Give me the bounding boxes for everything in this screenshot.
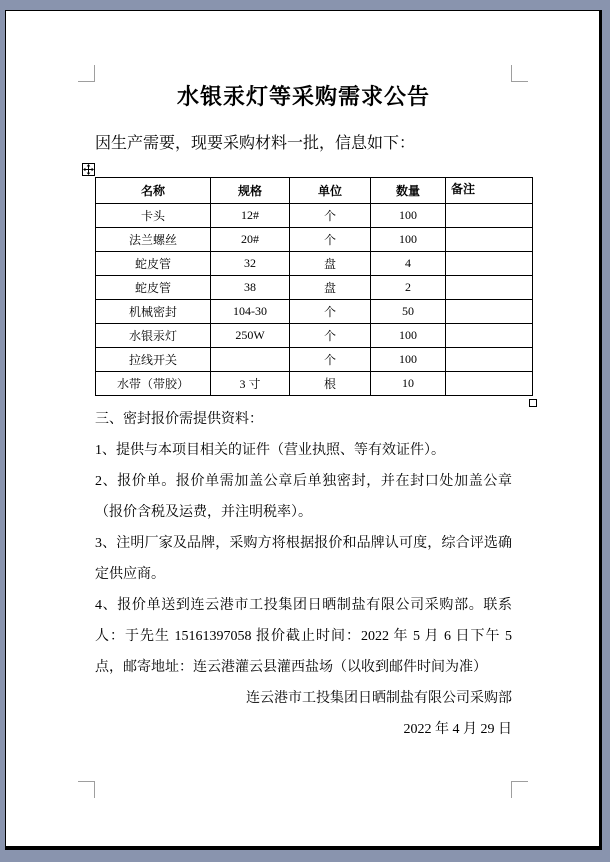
table-row [96, 372, 533, 396]
table-cell: 拉线开关 [96, 348, 211, 372]
table-cell [446, 276, 533, 300]
table-cell: 3 寸 [211, 372, 290, 396]
table-cell [446, 300, 533, 324]
table-cell: 个 [290, 300, 371, 324]
table-cell: 100 [371, 324, 446, 348]
table-row [96, 252, 533, 276]
table-row [96, 228, 533, 252]
table-cell: 32 [211, 252, 290, 276]
intro-text: 因生产需要，现要采购材料一批，信息如下： [95, 135, 416, 152]
procurement-table [95, 177, 533, 396]
header-cell-unit: 单位 [290, 178, 371, 204]
header-cell-spec: 规格 [211, 178, 290, 204]
table-cell: 20# [211, 228, 290, 252]
table-cell [211, 348, 290, 372]
table-cell: 12# [211, 204, 290, 228]
table-cell: 蛇皮管 [96, 276, 211, 300]
table-row [96, 204, 533, 228]
margin-mark-bottom-left-icon [78, 781, 95, 798]
signature-org: 连云港市工投集团日晒制盐有限公司采购部 [246, 691, 512, 706]
table-cell [446, 252, 533, 276]
paragraph-section-heading: 三、密封报价需提供资料： [95, 412, 263, 427]
table-row [96, 276, 533, 300]
table-cell: 50 [371, 300, 446, 324]
table-cell: 100 [371, 228, 446, 252]
header-cell-name: 名称 [96, 178, 211, 204]
table-cell: 水带（带胶） [96, 372, 211, 396]
table-cell [446, 324, 533, 348]
table-cell: 4 [371, 252, 446, 276]
table-cell: 水银汞灯 [96, 324, 211, 348]
table-cell: 个 [290, 204, 371, 228]
table-row [96, 348, 533, 372]
table-move-handle-icon[interactable] [82, 163, 95, 176]
table-header-row [96, 178, 533, 204]
table-cell: 根 [290, 372, 371, 396]
table-cell: 个 [290, 348, 371, 372]
table-cell: 卡头 [96, 204, 211, 228]
signature-date: 2022 年 4 月 29 日 [403, 722, 512, 737]
table-cell [446, 372, 533, 396]
table-cell: 104-30 [211, 300, 290, 324]
table-cell: 250W [211, 324, 290, 348]
margin-mark-top-right-icon [511, 65, 528, 82]
document-page [5, 10, 602, 850]
header-cell-qty: 数量 [371, 178, 446, 204]
table-cell: 机械密封 [96, 300, 211, 324]
paragraph-item-2: 2、报价单。报价单需加盖公章后单独密封，并在封口处加盖公章（报价含税及运费，并注明税率）。 [95, 474, 512, 520]
table-resize-handle[interactable] [529, 399, 537, 407]
table-cell: 盘 [290, 276, 371, 300]
table-cell: 100 [371, 204, 446, 228]
table-cell: 10 [371, 372, 446, 396]
paragraph-item-3: 3、注明厂家及品牌，采购方将根据报价和品牌认可度，综合评选确定供应商。 [95, 536, 512, 582]
page-title: 水银汞灯等采购需求公告 [176, 84, 430, 109]
table-cell: 2 [371, 276, 446, 300]
table-cell: 蛇皮管 [96, 252, 211, 276]
margin-mark-bottom-right-icon [511, 781, 528, 798]
table-cell [446, 348, 533, 372]
margin-mark-top-left-icon [78, 65, 95, 82]
paragraph-item-1: 1、提供与本项目相关的证件（营业执照、等有效证件）。 [95, 443, 445, 458]
table-row [96, 324, 533, 348]
table-cell: 盘 [290, 252, 371, 276]
header-cell-remark: 备注 [446, 178, 533, 204]
document-text-area[interactable] [95, 71, 512, 745]
paragraph-item-4: 4、报价单送到连云港市工投集团日晒制盐有限公司采购部。联系人：于先生 15161397058 报价截止时间：2022 年 5 月 6 日下午 5 点，邮寄地址：连云港灌云县灌西盐场（以收到邮件时间为准） [95, 598, 512, 675]
table-cell: 100 [371, 348, 446, 372]
table-cell [446, 204, 533, 228]
table-cell: 个 [290, 228, 371, 252]
body-paragraphs [95, 404, 512, 745]
table-cell: 个 [290, 324, 371, 348]
table-cell: 法兰螺丝 [96, 228, 211, 252]
table-row [96, 300, 533, 324]
table-cell [446, 228, 533, 252]
table-cell: 38 [211, 276, 290, 300]
